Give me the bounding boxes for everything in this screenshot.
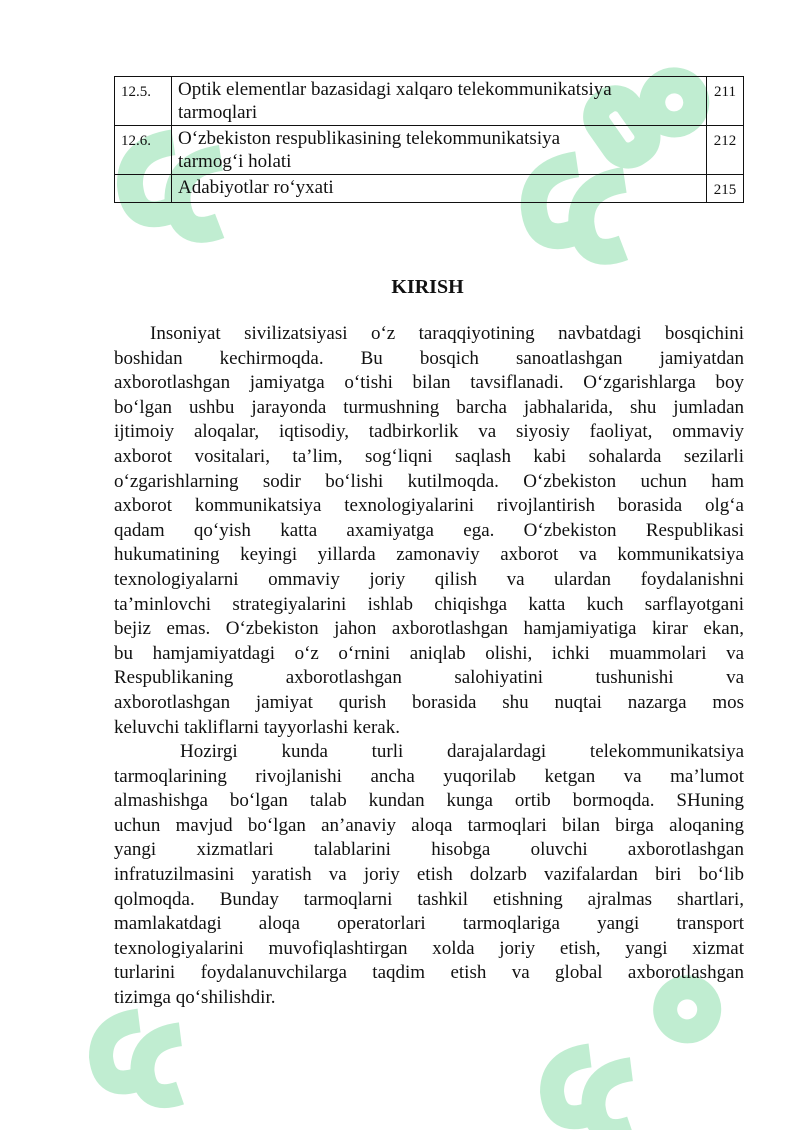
paragraph-line: o‘zgarishlarning sodir bo‘lishi kutilmoqda. O‘zbekiston uchun ham [114, 470, 744, 492]
toc-title [172, 175, 707, 203]
paragraph-line: axborotlashgan jamiyat qurish borasida shu nuqtai nazarga mos [114, 691, 744, 713]
toc-title-line: Optik elementlar bazasidagi xalqaro telekommunikatsiya [178, 79, 612, 100]
paragraph-line: infratuzilmasini yaratish va joriy etish dolzarb vazifalardan biri bo‘lib [114, 864, 744, 886]
toc-row [115, 126, 744, 175]
paragraph [114, 740, 744, 1011]
paragraph-line: turlarini foydalanuvchilarga taqdim etish va global axborotlashgan [114, 962, 744, 984]
paragraph-line: ijtimoiy aloqalar, iqtisodiy, tadbirkorlik va siyosiy faoliyat, ommaviy [114, 421, 744, 443]
paragraph-line: axborotlashgan jamiyatga o‘tishi bilan tavsiflanadi. O‘zgarishlarga boy [114, 372, 744, 394]
paragraph-line: tizimga qo‘shilishdir. [114, 987, 276, 1009]
section-heading: KIRISH [391, 276, 464, 298]
toc-title-line: tarmog‘i holati [178, 151, 292, 172]
paragraph-line: texnologiyalarni ommaviy joriy qilish va ulardan foydalanishni [114, 568, 744, 590]
paragraph-line: mamlakatdagi aloqa operatorlari tarmoqlariga yangi transport [114, 913, 744, 935]
paragraph-line: Insoniyat sivilizatsiyasi o‘z taraqqiyotining navbatdagi bosqichini [150, 323, 744, 344]
paragraph-line: almashishga bo‘lgan talab kundan kunga ortib bormoqda. SHuning [114, 790, 744, 812]
toc-title [172, 77, 707, 126]
paragraph-line: hukumatining keyingi yillarda zamonaviy axborot va kommunikatsiya [114, 544, 744, 566]
toc-row [115, 77, 744, 126]
body-text [114, 322, 744, 1011]
toc-title-line: tarmoqlari [178, 102, 258, 123]
paragraph [114, 322, 744, 740]
paragraph-line: keluvchi takliflarni tayyorlashi kerak. [114, 716, 400, 738]
toc-page-number: 212 [707, 126, 744, 175]
toc-page-number: 215 [707, 175, 744, 203]
paragraph-line: bo‘lgan ushbu jarayonda turmushning barcha jabhalarida, shu jumladan [114, 396, 744, 418]
paragraph-line: Respublikaning axborotlashgan salohiyatini tushunishi va [114, 667, 744, 689]
table-of-contents [114, 76, 744, 203]
paragraph-line: axborot vositalari, ta’lim, sog‘liqni saqlash kabi sohalarda sezilarli [114, 445, 744, 467]
paragraph-line: ta’minlovchi strategiyalarini ishlab chiqishga katta kuch sarflayotgani [114, 593, 744, 615]
paragraph-line: qadam qo‘yish katta axamiyatga ega. O‘zbekiston Respublikasi [114, 519, 744, 541]
paragraph-line: bejiz emas. O‘zbekiston jahon axborotlashgan hamjamiyatiga kirar ekan, [114, 618, 744, 640]
paragraph-line: bu hamjamiyatdagi o‘z o‘rnini aniqlab olishi, ichki muammolari va [114, 642, 744, 664]
paragraph-line: yangi xizmatlari talablarini hisobga oluvchi axborotlashgan [114, 839, 744, 861]
toc-row [115, 175, 744, 203]
toc-title-line: Adabiyotlar ro‘yxati [178, 177, 334, 198]
toc-number [115, 175, 172, 203]
toc-number: 12.5. [115, 77, 172, 126]
paragraph-line: Hozirgi kunda turli darajalardagi telekommunikatsiya [180, 741, 744, 763]
paragraph-line: qolmoqda. Bunday tarmoqlarni tashkil etishning ajralmas shartlari, [114, 888, 744, 910]
paragraph-line: boshidan kechirmoqda. Bu bosqich sanoatlashgan jamiyatdan [114, 347, 744, 369]
toc-title [172, 126, 707, 175]
toc-number: 12.6. [115, 126, 172, 175]
paragraph-line: tarmoqlarining rivojlanishi ancha yuqorilab ketgan va ma’lumot [114, 765, 744, 787]
toc-title-line: O‘zbekiston respublikasining telekommunikatsiya [178, 128, 561, 149]
toc-page-number: 211 [707, 77, 744, 126]
paragraph-line: uchun mavjud bo‘lgan an’anaviy aloqa tarmoqlari bilan birga aloqaning [114, 814, 744, 836]
paragraph-line: axborot kommunikatsiya texnologiyalarini rivojlantirish borasida olg‘a [114, 495, 744, 517]
paragraph-line: texnologiyalarini muvofiqlashtirgan xolda joriy etish, yangi xizmat [114, 937, 744, 959]
